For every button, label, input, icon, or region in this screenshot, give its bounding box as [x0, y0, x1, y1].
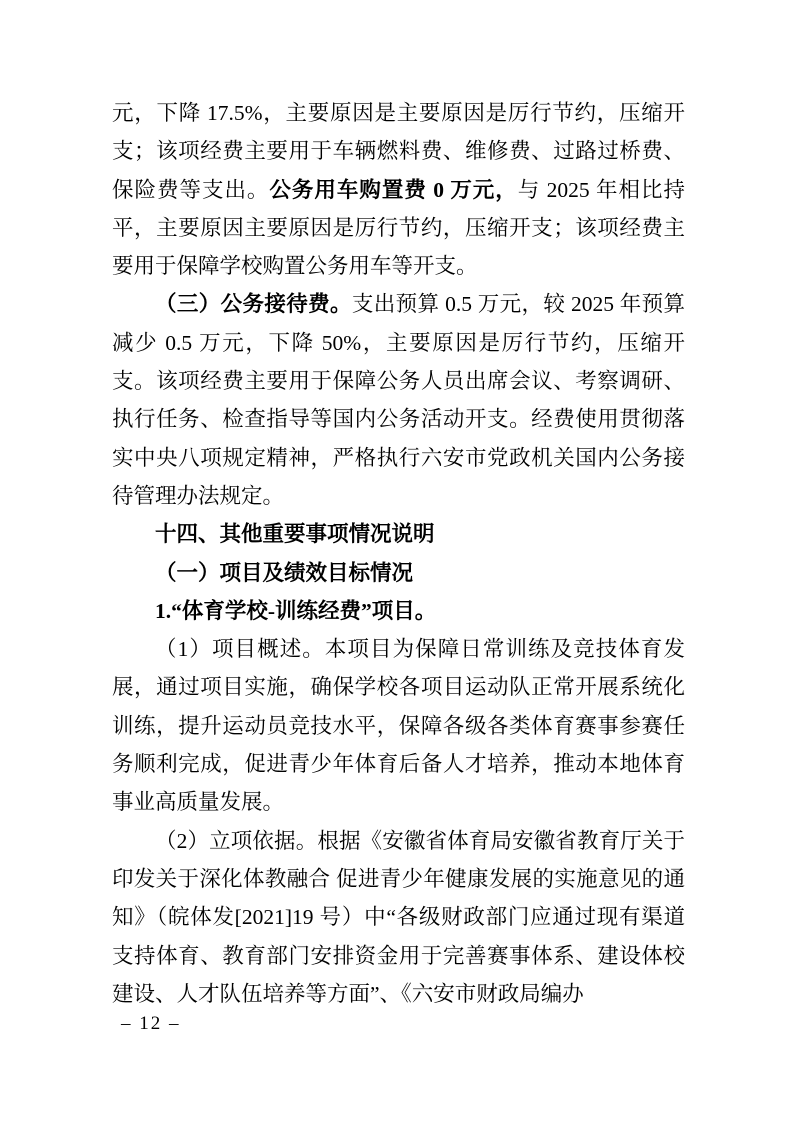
document-body [112, 94, 685, 1013]
text-run: （1）项目概述。本项目为保障日常训练及竞技体育发展，通过项目实施，确保学校各项目运动队正常开展系统化训练，提升运动员竞技水平，保障各级各类体育赛事参赛任务顺利完成，促进青少年体育后备人才培养，推动本地体育事业高质量发展。 [112, 637, 685, 815]
text-run: （2）立项依据。根据《安徽省体育局安徽省教育厅关于印发关于深化体教融合 促进青少年健康发展的实施意见的通知》（皖体发[2021]19 号）中“各级财政部门应通过现有渠道支持体育、教育部门安排资金用于完善赛事体系、建设体校建设、人才队伍培养等方面”、《六安市财政局编办 [112, 828, 685, 1006]
text-run: 支出预算 0.5 万元，较 2025 年预算减少 0.5 万元，下降 50%，主要原因是厉行节约，压缩开支。该项经费主要用于保障公务人员出席会议、考察调研、执行任务、检查指导等国内公务活动开支。经费使用贯彻落实中央八项规定精神，严格执行六安市党政机关国内公务接待管理办法规定。 [112, 292, 685, 508]
text-run: 与 2025 年相比持平，主要原因主要原因是厉行节约，压缩开支；该项经费主要用于保障学校购置公务用车等开支。 [112, 177, 685, 279]
text-run-bold-reception-title: （三）公务接待费。 [155, 292, 352, 317]
text-run: 元，下降 17.5%，主要原因是主要原因是厉行节约，压缩开支；该项经费主要用于车辆燃料费、维修费、过路过桥费、保险费等支出。 [112, 101, 685, 202]
heading-subsection-one-project-goals: （一）项目及绩效目标情况 [155, 560, 414, 585]
heading-project-sports-school-training: 1.“体育学校-训练经费”项目。 [155, 598, 437, 623]
page-number: – 12 – [121, 1013, 181, 1034]
paragraph-project-overview [112, 630, 685, 821]
paragraph-vehicle-expense [112, 94, 685, 285]
paragraph-official-reception [112, 285, 685, 515]
heading-section-fourteen: 十四、其他重要事项情况说明 [155, 522, 435, 547]
paragraph-project-basis [112, 822, 685, 1013]
text-run-bold-vehicle-purchase: 公务用车购置费 0 万元， [269, 177, 518, 202]
